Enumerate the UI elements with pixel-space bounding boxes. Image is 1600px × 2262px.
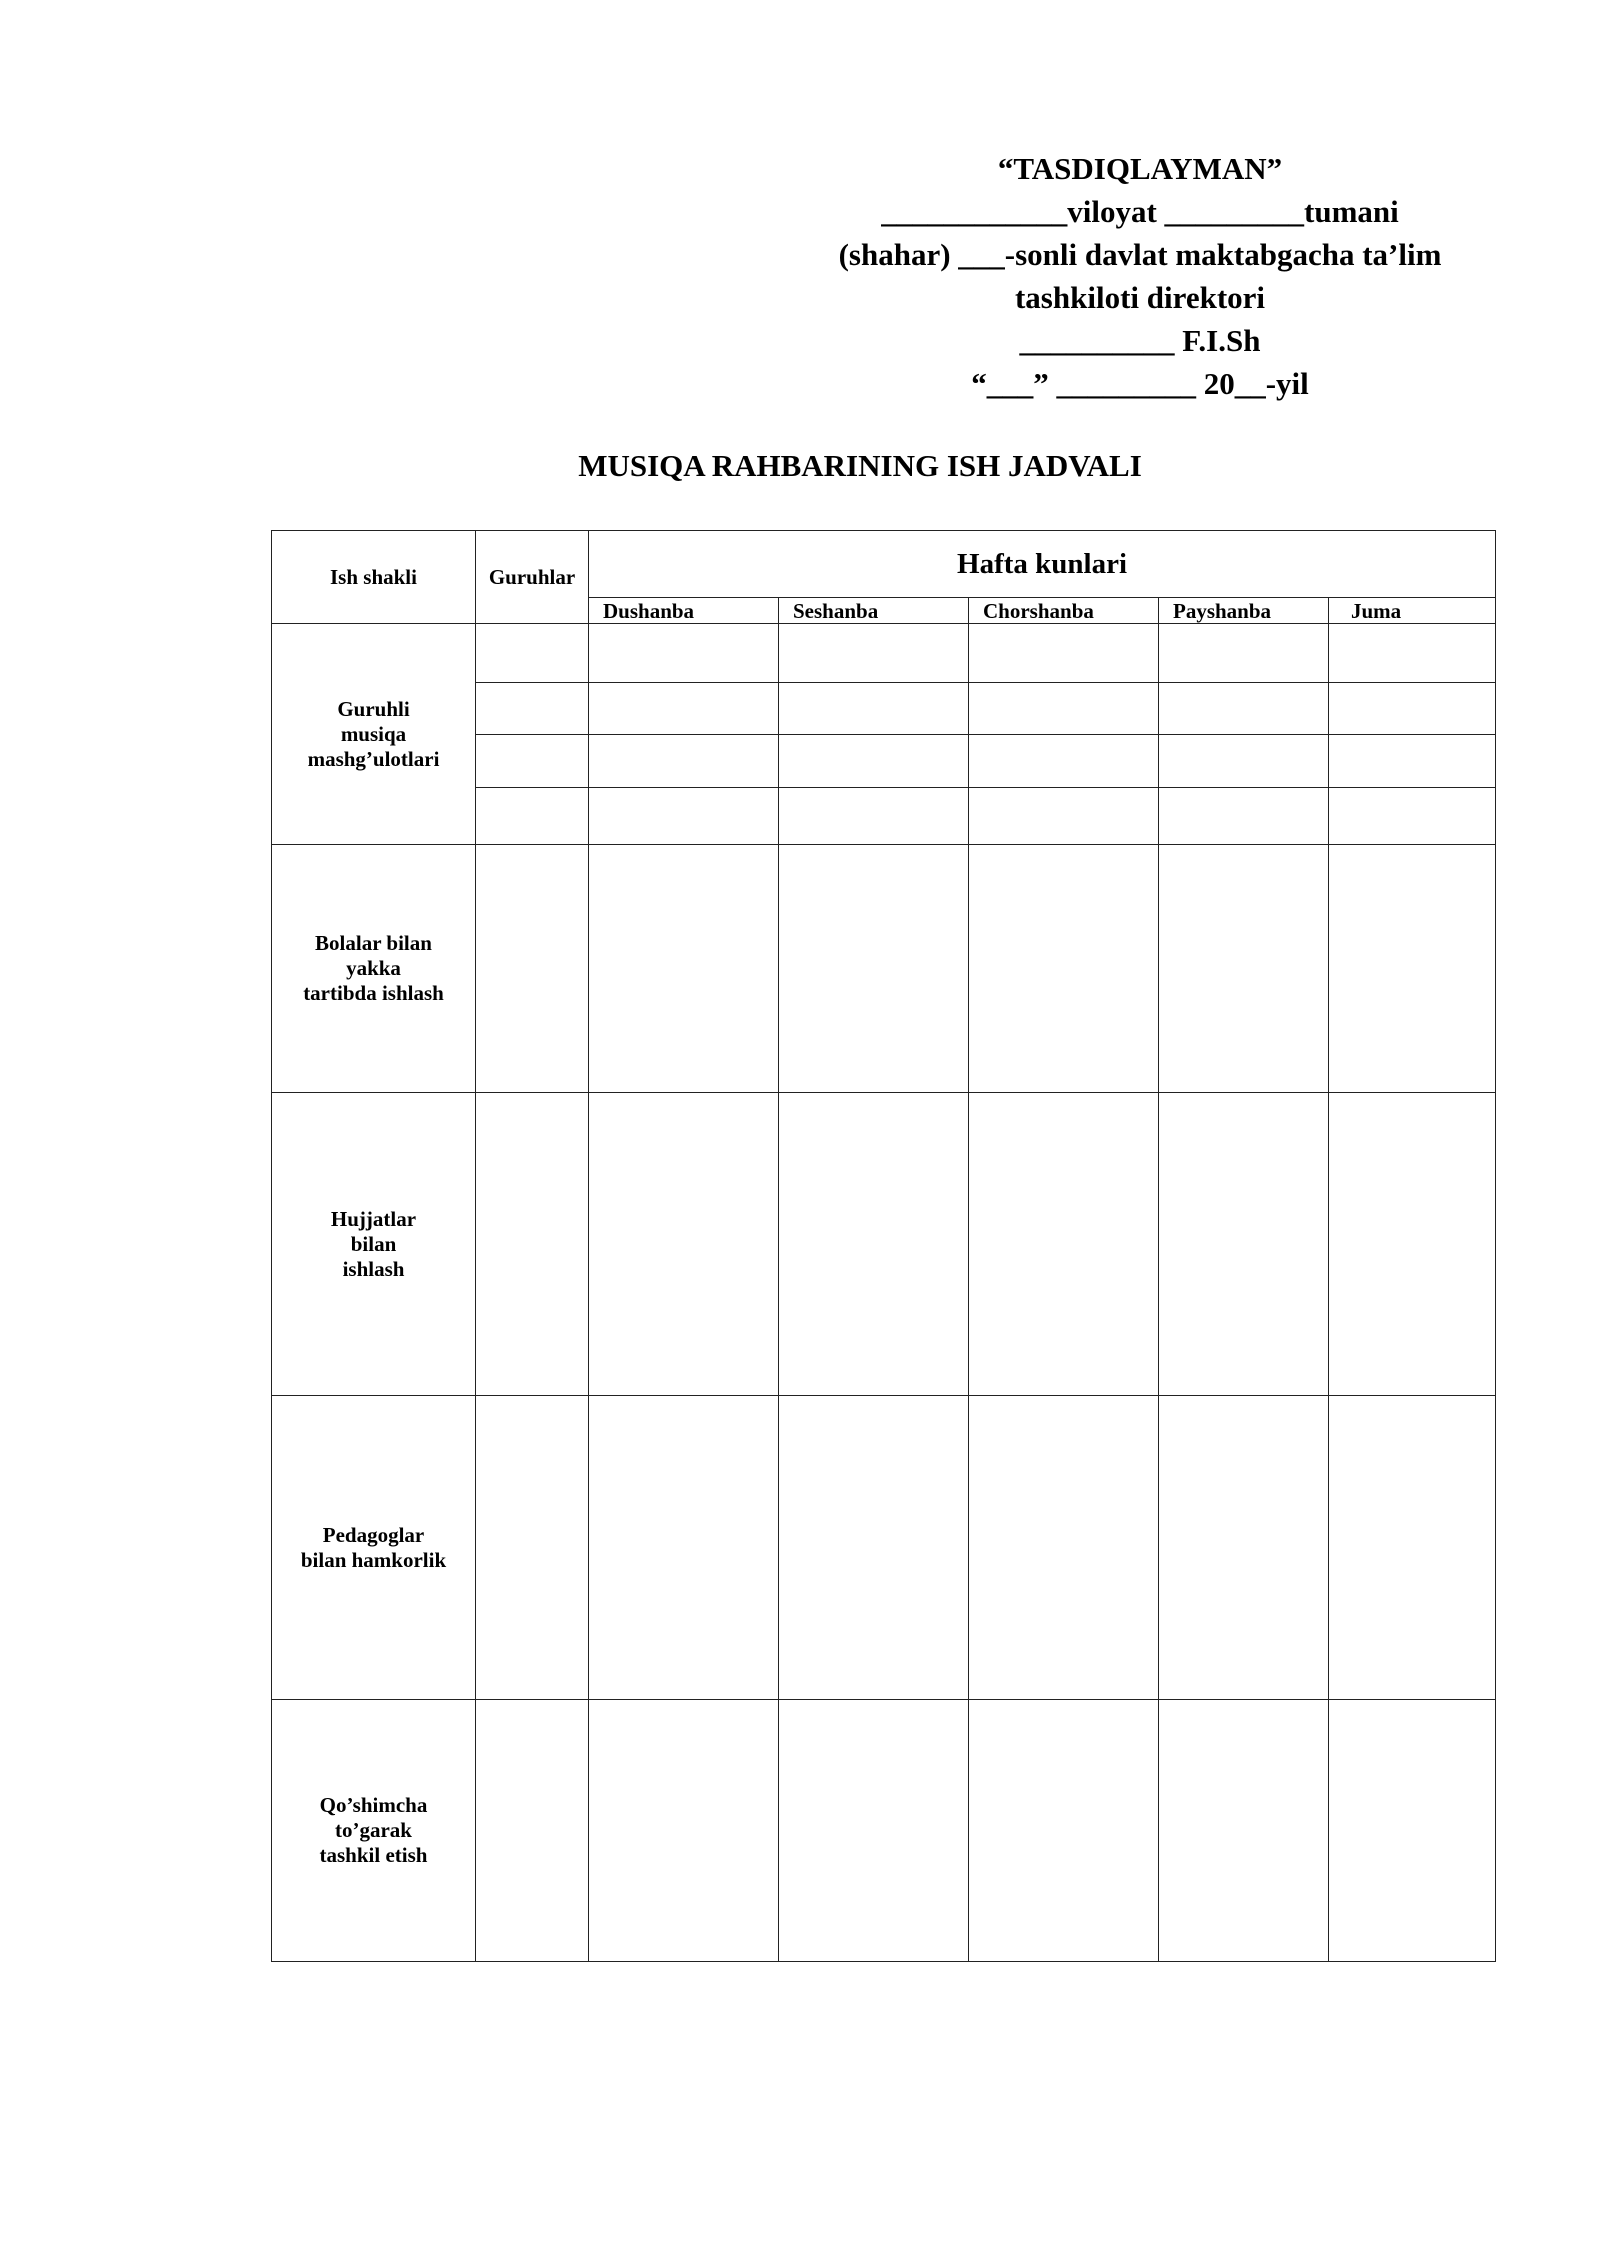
table-cell[interactable] (1159, 735, 1329, 788)
table-cell[interactable] (476, 1093, 589, 1396)
table-cell[interactable] (1329, 1700, 1496, 1962)
work-form-label: Hujjatlar bilan ishlash (330, 1206, 417, 1281)
day-monday: Dushanba (589, 598, 779, 624)
day-thursday: Payshanba (1159, 598, 1329, 624)
table-cell[interactable] (589, 845, 779, 1093)
table-cell[interactable] (1329, 624, 1496, 683)
day-wednesday: Chorshanba (969, 598, 1159, 624)
table-cell[interactable] (1329, 735, 1496, 788)
table-cell[interactable] (476, 1700, 589, 1962)
approval-institution-line: (shahar) ___-sonli davlat maktabgacha ta’lim (838, 237, 1442, 272)
table-cell[interactable] (476, 683, 589, 735)
table-cell[interactable] (476, 735, 589, 788)
header-groups: Guruhlar (476, 531, 589, 624)
approval-date-line: “___” _________ 20__-yil (971, 366, 1309, 401)
document-title: MUSIQA RAHBARINING ISH JADVALI (578, 448, 1142, 483)
table-cell[interactable] (969, 735, 1159, 788)
approval-heading: “TASDIQLAYMAN” (997, 151, 1283, 186)
table-cell[interactable] (589, 1700, 779, 1962)
table-cell[interactable] (779, 683, 969, 735)
table-cell[interactable] (476, 1396, 589, 1700)
approval-region-line: ____________viloyat _________tumani (881, 194, 1399, 229)
table-cell[interactable] (1159, 1093, 1329, 1396)
table-cell[interactable] (779, 735, 969, 788)
approval-director-line: tashkiloti direktori (1014, 280, 1266, 315)
table-cell[interactable] (969, 683, 1159, 735)
work-form-group-music (272, 624, 476, 845)
table-cell[interactable] (969, 1093, 1159, 1396)
table-cell[interactable] (969, 1700, 1159, 1962)
table-cell[interactable] (1159, 683, 1329, 735)
work-form-label: Bolalar bilan yakka tartibda ishlash (303, 931, 444, 1005)
work-form-clubs (272, 1700, 476, 1962)
table-cell[interactable] (779, 624, 969, 683)
table-cell[interactable] (476, 845, 589, 1093)
table-cell[interactable] (589, 1093, 779, 1396)
table-cell[interactable] (969, 788, 1159, 845)
work-form-label: Qo’shimcha to’garak tashkil etish (319, 1793, 428, 1867)
table-cell[interactable] (969, 1396, 1159, 1700)
table-cell[interactable] (969, 624, 1159, 683)
work-form-label: Pedagoglar bilan hamkorlik (300, 1522, 447, 1572)
day-friday: Juma (1329, 598, 1496, 624)
header-work-form: Ish shakli (272, 531, 476, 624)
table-cell[interactable] (1159, 788, 1329, 845)
table-cell[interactable] (1329, 1396, 1496, 1700)
approval-signature-line: __________ F.I.Sh (1019, 323, 1261, 358)
table-cell[interactable] (589, 788, 779, 845)
approval-block (800, 147, 1480, 405)
work-form-individual (272, 845, 476, 1093)
table-cell[interactable] (589, 1396, 779, 1700)
table-cell[interactable] (589, 624, 779, 683)
table-cell[interactable] (476, 624, 589, 683)
work-form-teachers (272, 1396, 476, 1700)
table-cell[interactable] (1329, 788, 1496, 845)
table-cell[interactable] (1159, 1396, 1329, 1700)
table-cell[interactable] (1159, 845, 1329, 1093)
table-cell[interactable] (589, 683, 779, 735)
table-cell[interactable] (1329, 845, 1496, 1093)
table-cell[interactable] (779, 788, 969, 845)
table-cell[interactable] (1159, 624, 1329, 683)
table-cell[interactable] (779, 1093, 969, 1396)
table-cell[interactable] (779, 1700, 969, 1962)
table-cell[interactable] (969, 845, 1159, 1093)
table-cell[interactable] (779, 845, 969, 1093)
table-cell[interactable] (779, 1396, 969, 1700)
table-cell[interactable] (589, 735, 779, 788)
header-weekdays: Hafta kunlari (589, 531, 1496, 598)
day-tuesday: Seshanba (779, 598, 969, 624)
table-cell[interactable] (1159, 1700, 1329, 1962)
table-cell[interactable] (1329, 683, 1496, 735)
table-cell[interactable] (1329, 1093, 1496, 1396)
schedule-table (271, 530, 1496, 1962)
work-form-documents (272, 1093, 476, 1396)
work-form-label: Guruhli musiqa mashg’ulotlari (307, 696, 440, 771)
table-cell[interactable] (476, 788, 589, 845)
